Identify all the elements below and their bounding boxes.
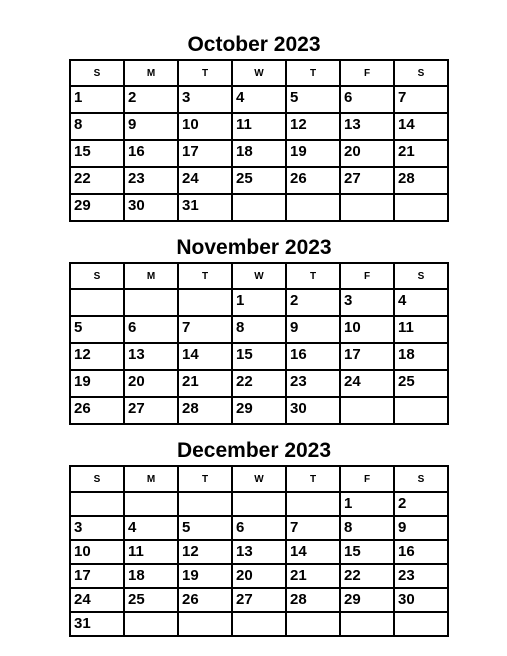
day-cell: 30 bbox=[286, 397, 340, 424]
day-cell: 30 bbox=[394, 588, 448, 612]
day-cell: 22 bbox=[70, 167, 124, 194]
day-cell bbox=[340, 612, 394, 636]
week-row bbox=[70, 86, 448, 113]
day-cell: 19 bbox=[178, 564, 232, 588]
day-cell: 17 bbox=[178, 140, 232, 167]
day-cell: 8 bbox=[340, 516, 394, 540]
weekday-header-row bbox=[70, 466, 448, 492]
day-cell bbox=[124, 492, 178, 516]
day-cell: 16 bbox=[286, 343, 340, 370]
day-cell: 13 bbox=[232, 540, 286, 564]
day-cell: 21 bbox=[286, 564, 340, 588]
day-cell: 6 bbox=[124, 316, 178, 343]
day-cell bbox=[178, 612, 232, 636]
day-cell: 11 bbox=[232, 113, 286, 140]
day-cell: 4 bbox=[124, 516, 178, 540]
day-cell bbox=[124, 612, 178, 636]
day-cell: 9 bbox=[124, 113, 178, 140]
week-row bbox=[70, 194, 448, 221]
day-cell: 5 bbox=[70, 316, 124, 343]
day-cell: 2 bbox=[394, 492, 448, 516]
week-row bbox=[70, 588, 448, 612]
day-cell: 14 bbox=[178, 343, 232, 370]
day-cell: 25 bbox=[124, 588, 178, 612]
day-cell: 4 bbox=[394, 289, 448, 316]
day-cell bbox=[340, 397, 394, 424]
day-cell: 3 bbox=[70, 516, 124, 540]
day-cell: 14 bbox=[286, 540, 340, 564]
weekday-thursday: T bbox=[286, 60, 340, 86]
day-cell bbox=[286, 492, 340, 516]
day-cell: 25 bbox=[394, 370, 448, 397]
day-cell: 12 bbox=[178, 540, 232, 564]
day-cell: 26 bbox=[70, 397, 124, 424]
weekday-wednesday: W bbox=[232, 466, 286, 492]
weekday-friday: F bbox=[340, 263, 394, 289]
day-cell: 8 bbox=[232, 316, 286, 343]
day-cell bbox=[394, 397, 448, 424]
week-row bbox=[70, 540, 448, 564]
day-cell: 29 bbox=[70, 194, 124, 221]
day-cell: 23 bbox=[124, 167, 178, 194]
weekday-saturday: S bbox=[394, 263, 448, 289]
day-cell bbox=[70, 289, 124, 316]
day-cell: 12 bbox=[286, 113, 340, 140]
day-cell: 19 bbox=[70, 370, 124, 397]
day-cell: 19 bbox=[286, 140, 340, 167]
day-cell: 14 bbox=[394, 113, 448, 140]
day-cell bbox=[286, 194, 340, 221]
day-cell: 18 bbox=[232, 140, 286, 167]
week-row bbox=[70, 140, 448, 167]
day-cell: 7 bbox=[394, 86, 448, 113]
day-cell: 17 bbox=[340, 343, 394, 370]
day-cell bbox=[124, 289, 178, 316]
day-cell: 28 bbox=[286, 588, 340, 612]
weekday-thursday: T bbox=[286, 466, 340, 492]
calendar-grid bbox=[69, 262, 449, 425]
day-cell: 29 bbox=[232, 397, 286, 424]
day-cell: 20 bbox=[340, 140, 394, 167]
day-cell: 31 bbox=[178, 194, 232, 221]
weekday-header-row bbox=[70, 263, 448, 289]
day-cell bbox=[232, 194, 286, 221]
week-row bbox=[70, 492, 448, 516]
day-cell bbox=[178, 289, 232, 316]
calendar-grid bbox=[69, 59, 449, 222]
day-cell: 24 bbox=[178, 167, 232, 194]
day-cell: 6 bbox=[340, 86, 394, 113]
day-cell: 5 bbox=[178, 516, 232, 540]
day-cell: 18 bbox=[124, 564, 178, 588]
weekday-header-row bbox=[70, 60, 448, 86]
weekday-friday: F bbox=[340, 60, 394, 86]
week-row bbox=[70, 343, 448, 370]
day-cell: 10 bbox=[70, 540, 124, 564]
calendar-grid bbox=[69, 465, 449, 637]
weekday-tuesday: T bbox=[178, 263, 232, 289]
day-cell: 30 bbox=[124, 194, 178, 221]
day-cell bbox=[286, 612, 340, 636]
day-cell: 15 bbox=[70, 140, 124, 167]
weekday-monday: M bbox=[124, 466, 178, 492]
day-cell: 22 bbox=[232, 370, 286, 397]
week-row bbox=[70, 564, 448, 588]
day-cell: 27 bbox=[340, 167, 394, 194]
day-cell: 21 bbox=[394, 140, 448, 167]
day-cell: 1 bbox=[232, 289, 286, 316]
day-cell: 5 bbox=[286, 86, 340, 113]
day-cell bbox=[232, 492, 286, 516]
day-cell: 27 bbox=[124, 397, 178, 424]
weekday-sunday: S bbox=[70, 263, 124, 289]
day-cell bbox=[232, 612, 286, 636]
day-cell: 10 bbox=[340, 316, 394, 343]
day-cell: 7 bbox=[178, 316, 232, 343]
day-cell: 26 bbox=[178, 588, 232, 612]
day-cell: 3 bbox=[178, 86, 232, 113]
day-cell: 25 bbox=[232, 167, 286, 194]
day-cell: 11 bbox=[394, 316, 448, 343]
day-cell: 7 bbox=[286, 516, 340, 540]
day-cell: 2 bbox=[286, 289, 340, 316]
week-row bbox=[70, 370, 448, 397]
day-cell: 1 bbox=[70, 86, 124, 113]
day-cell bbox=[178, 492, 232, 516]
month-title: December 2023 bbox=[176, 439, 332, 462]
week-row bbox=[70, 289, 448, 316]
day-cell: 11 bbox=[124, 540, 178, 564]
day-cell: 12 bbox=[70, 343, 124, 370]
day-cell: 10 bbox=[178, 113, 232, 140]
day-cell bbox=[394, 612, 448, 636]
day-cell bbox=[394, 194, 448, 221]
weekday-friday: F bbox=[340, 466, 394, 492]
day-cell bbox=[70, 492, 124, 516]
weekday-monday: M bbox=[124, 263, 178, 289]
day-cell: 23 bbox=[394, 564, 448, 588]
day-cell: 23 bbox=[286, 370, 340, 397]
day-cell: 15 bbox=[340, 540, 394, 564]
day-cell bbox=[340, 194, 394, 221]
day-cell: 8 bbox=[70, 113, 124, 140]
weekday-saturday: S bbox=[394, 60, 448, 86]
weekday-saturday: S bbox=[394, 466, 448, 492]
day-cell: 21 bbox=[178, 370, 232, 397]
weekday-tuesday: T bbox=[178, 60, 232, 86]
week-row bbox=[70, 397, 448, 424]
day-cell: 2 bbox=[124, 86, 178, 113]
month-title: November 2023 bbox=[176, 236, 332, 259]
day-cell: 4 bbox=[232, 86, 286, 113]
day-cell: 24 bbox=[70, 588, 124, 612]
day-cell: 16 bbox=[124, 140, 178, 167]
weekday-sunday: S bbox=[70, 60, 124, 86]
day-cell: 13 bbox=[124, 343, 178, 370]
day-cell: 27 bbox=[232, 588, 286, 612]
day-cell: 9 bbox=[394, 516, 448, 540]
day-cell: 13 bbox=[340, 113, 394, 140]
day-cell: 24 bbox=[340, 370, 394, 397]
week-row bbox=[70, 612, 448, 636]
day-cell: 31 bbox=[70, 612, 124, 636]
day-cell: 3 bbox=[340, 289, 394, 316]
day-cell: 17 bbox=[70, 564, 124, 588]
day-cell: 20 bbox=[124, 370, 178, 397]
weekday-monday: M bbox=[124, 60, 178, 86]
weekday-wednesday: W bbox=[232, 263, 286, 289]
day-cell: 1 bbox=[340, 492, 394, 516]
day-cell: 26 bbox=[286, 167, 340, 194]
day-cell: 20 bbox=[232, 564, 286, 588]
day-cell: 6 bbox=[232, 516, 286, 540]
weekday-sunday: S bbox=[70, 466, 124, 492]
week-row bbox=[70, 113, 448, 140]
week-row bbox=[70, 516, 448, 540]
day-cell: 18 bbox=[394, 343, 448, 370]
day-cell: 15 bbox=[232, 343, 286, 370]
day-cell: 28 bbox=[394, 167, 448, 194]
weekday-tuesday: T bbox=[178, 466, 232, 492]
day-cell: 9 bbox=[286, 316, 340, 343]
day-cell: 29 bbox=[340, 588, 394, 612]
week-row bbox=[70, 316, 448, 343]
weekday-thursday: T bbox=[286, 263, 340, 289]
day-cell: 28 bbox=[178, 397, 232, 424]
week-row bbox=[70, 167, 448, 194]
day-cell: 16 bbox=[394, 540, 448, 564]
weekday-wednesday: W bbox=[232, 60, 286, 86]
day-cell: 22 bbox=[340, 564, 394, 588]
month-title: October 2023 bbox=[187, 33, 321, 56]
